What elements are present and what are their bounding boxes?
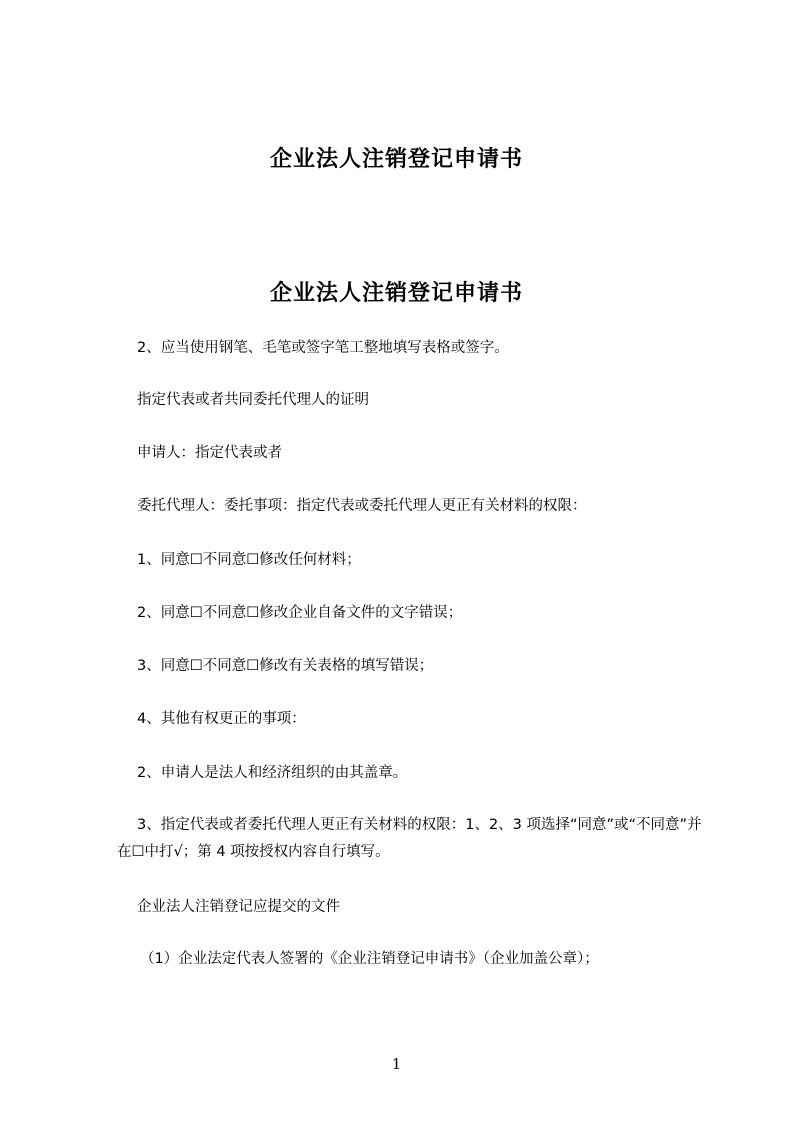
paragraph-option-3: 3、同意☐不同意☐修改有关表格的填写错误； bbox=[137, 658, 434, 674]
paragraph-applicant: 申请人：指定代表或者 bbox=[137, 445, 282, 461]
page-number: 1 bbox=[391, 1055, 402, 1073]
paragraph-file-item-1: （1）企业法定代表人签署的《企业注销登记申请书》（企业加盖公章）； bbox=[140, 951, 599, 967]
paragraph-authority-note: 3、指定代表或者委托代理人更正有关材料的权限：1、2、3 项选择“同意”或“不同意”并在☐中打√；第 4 项按授权内容自行填写。 bbox=[117, 817, 702, 860]
paragraph-seal-note: 2、申请人是法人和经济组织的由其盖章。 bbox=[137, 765, 408, 781]
paragraph-agent-authority: 委托代理人：委托事项：指定代表或委托代理人更正有关材料的权限： bbox=[137, 498, 587, 514]
paragraph-option-4: 4、其他有权更正的事项： bbox=[137, 711, 306, 727]
paragraph-files-heading: 企业法人注销登记应提交的文件 bbox=[137, 899, 340, 915]
paragraph-proof-heading: 指定代表或者共同委托代理人的证明 bbox=[137, 392, 369, 408]
document-header-title: 企业法人注销登记申请书 bbox=[269, 147, 523, 172]
paragraph-option-2: 2、同意☐不同意☐修改企业自备文件的文字错误； bbox=[137, 605, 463, 621]
paragraph-fill-instruction: 2、应当使用钢笔、毛笔或签字笔工整地填写表格或签字。 bbox=[137, 340, 509, 356]
paragraph-option-1: 1、同意☐不同意☐修改任何材料； bbox=[137, 552, 361, 568]
document-main-title: 企业法人注销登记申请书 bbox=[269, 281, 523, 306]
